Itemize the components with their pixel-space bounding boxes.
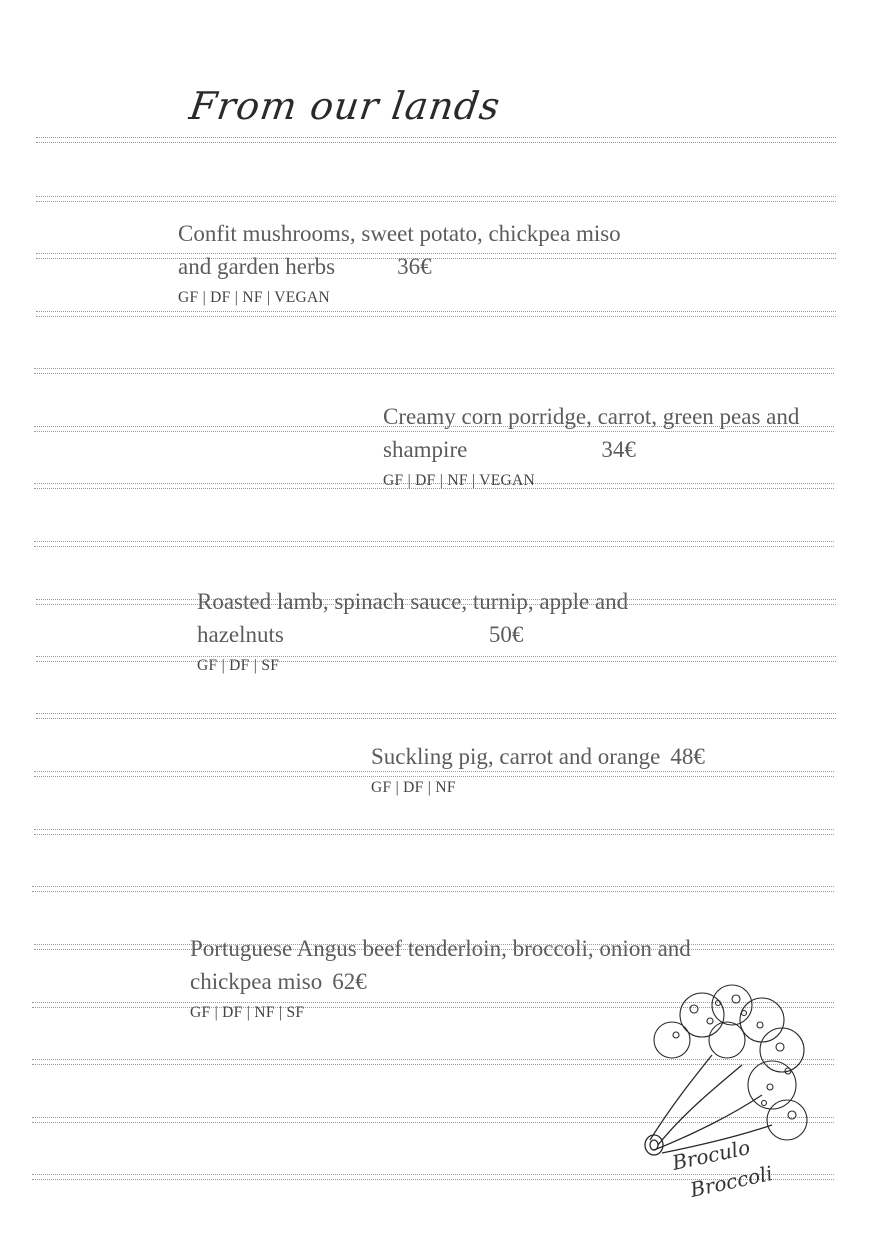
dish-price: 62€ — [332, 969, 367, 994]
ruled-line — [34, 829, 834, 835]
dish-name-line: Creamy corn porridge, carrot, green peas and — [383, 404, 800, 429]
dish-name-line2: chickpea miso — [190, 969, 323, 994]
menu-item — [190, 932, 691, 1022]
dish-name-line — [190, 965, 691, 998]
dietary-tags: GF | DF | NF | VEGAN — [383, 472, 535, 489]
ruled-line — [36, 137, 836, 143]
ruled-line — [36, 713, 836, 719]
dietary-tags: GF | DF | NF | SF — [190, 1004, 305, 1021]
dish-name — [197, 585, 628, 651]
dish-name-line — [371, 740, 705, 773]
dish-name-line — [178, 250, 621, 283]
illustration-caption: Broccoli — [688, 1161, 775, 1202]
dish-price: 34€ — [601, 437, 636, 462]
dietary-tags: GF | DF | NF | VEGAN — [178, 289, 330, 306]
dish-price: 48€ — [670, 744, 705, 769]
dish-name-line2: shampire — [383, 437, 468, 462]
ruled-line — [34, 368, 834, 374]
menu-item — [371, 740, 705, 797]
dietary-tags: GF | DF | NF — [371, 779, 456, 796]
illustration-caption: Broculo — [670, 1135, 753, 1175]
dietary-tags: GF | DF | SF — [197, 657, 280, 674]
section-title: From our lands — [186, 84, 504, 128]
menu-item — [197, 585, 628, 675]
dish-price: 36€ — [397, 254, 432, 279]
dish-name-line2: hazelnuts — [197, 622, 284, 647]
menu-item — [178, 217, 621, 307]
dish-price: 50€ — [488, 622, 524, 647]
dish-name — [371, 740, 705, 773]
dish-name — [178, 217, 621, 283]
broccoli-florets — [654, 985, 807, 1140]
ruled-line — [32, 886, 834, 892]
dish-name-line: Confit mushrooms, sweet potato, chickpea miso — [178, 221, 621, 246]
dish-name — [190, 932, 691, 998]
dish-name-line2: and garden herbs — [178, 254, 336, 279]
ruled-line — [36, 196, 836, 202]
menu-item — [383, 400, 799, 490]
dish-name-line1: Suckling pig, carrot and orange — [371, 744, 661, 769]
ruled-line — [36, 311, 836, 317]
dish-name-line — [197, 618, 628, 651]
ruled-line — [34, 541, 834, 547]
broccoli-illustration — [632, 975, 832, 1210]
dish-name — [383, 400, 799, 466]
dish-name-line: Portuguese Angus beef tenderloin, broccoli, onion and — [190, 936, 691, 961]
dish-name-line — [383, 433, 799, 466]
dish-name-line: Roasted lamb, spinach sauce, turnip, apple and — [197, 589, 629, 614]
